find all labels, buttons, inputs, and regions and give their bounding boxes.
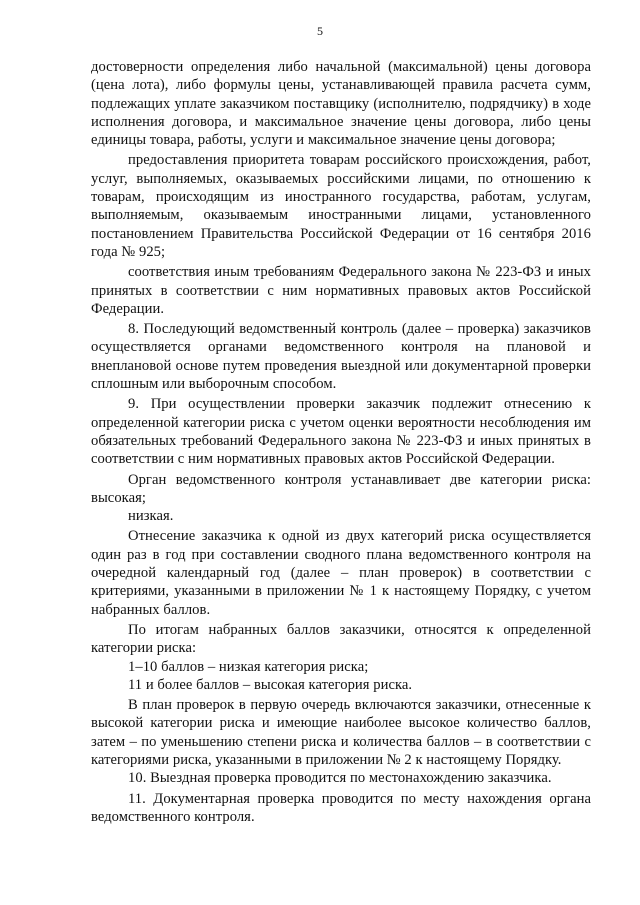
paragraph-item-10: 10. Выездная проверка проводится по местонахождению заказчика. — [128, 770, 552, 787]
paragraph-score-high: 11 и более баллов – высокая категория риска. — [128, 676, 413, 693]
paragraph-priority-russian-goods: предоставления приоритета товарам российского происхождения, работ, услуг, выполняемых, оказываемых российскими лицами, по отношению к товарам, происходящим из иностранного государства, работам, услугам, выполняемым, оказываемым иностранными лицами, установленного постановлением Правительства Российской Федерации от 16 сентября 2016 года № 925; — [91, 152, 591, 260]
paragraph-risk-low: низкая. — [128, 508, 174, 525]
paragraph-risk-assignment: Отнесение заказчика к одной из двух категорий риска осуществляется один раз в год при составлении сводного плана ведомственного контроля на очередной календарный год (далее – план проверок) в соответствии с критериями, указанными в приложении № 1 к настоящему Порядку, с учетом набранных баллов. — [91, 528, 591, 618]
paragraph-item-8: 8. Последующий ведомственный контроль (далее – проверка) заказчиков осуществляется органами ведомственного контроля на плановой и внеплановой основе путем проведения выездной или документарной проверки сплошным или выборочным способом. — [91, 321, 591, 393]
page-number: 5 — [317, 24, 323, 38]
document-body — [91, 58, 591, 826]
paragraph-score-results: По итогам набранных баллов заказчики, относятся к определенной категории риска: — [91, 621, 591, 657]
paragraph-other-requirements: соответствия иным требованиям Федерального закона № 223-ФЗ и иных принятых в соответствии с ним нормативных правовых актов Российской Федерации. — [91, 264, 591, 317]
paragraph-item-9: 9. При осуществлении проверки заказчик подлежит отнесению к определенной категории риска с учетом оценки вероятности несоблюдения им обязательных требований Федерального закона № 223-ФЗ и иных принятых в соответствии с ним нормативных правовых актов Российской Федерации. — [91, 396, 591, 468]
paragraph-risk-categories: Орган ведомственного контроля устанавливает две категории риска: высокая; — [91, 471, 591, 506]
paragraph-plan-priority: В план проверок в первую очередь включаются заказчики, отнесенные к высокой категории риска и имеющие наиболее высокое количество баллов, затем – по уменьшению степени риска и количества баллов – в соответствии с категориями риска, указанными в приложении № 2 к настоящему Порядку. — [91, 697, 591, 768]
paragraph-score-low: 1–10 баллов – низкая категория риска; — [128, 658, 369, 675]
paragraph-item-11: 11. Документарная проверка проводится по месту нахождения органа ведомственного контроля. — [91, 790, 591, 825]
paragraph-price-accuracy: достоверности определения либо начальной (максимальной) цены договора (цена лота), либо формулы цены, устанавливающей правила расчета сумм, подлежащих уплате заказчиком поставщику (исполнителю, подрядчику) в ходе исполнения договора, и максимальное значение цены договора, либо цены единицы товара, работы, услуги и максимальное значение цены договора; — [91, 59, 591, 149]
